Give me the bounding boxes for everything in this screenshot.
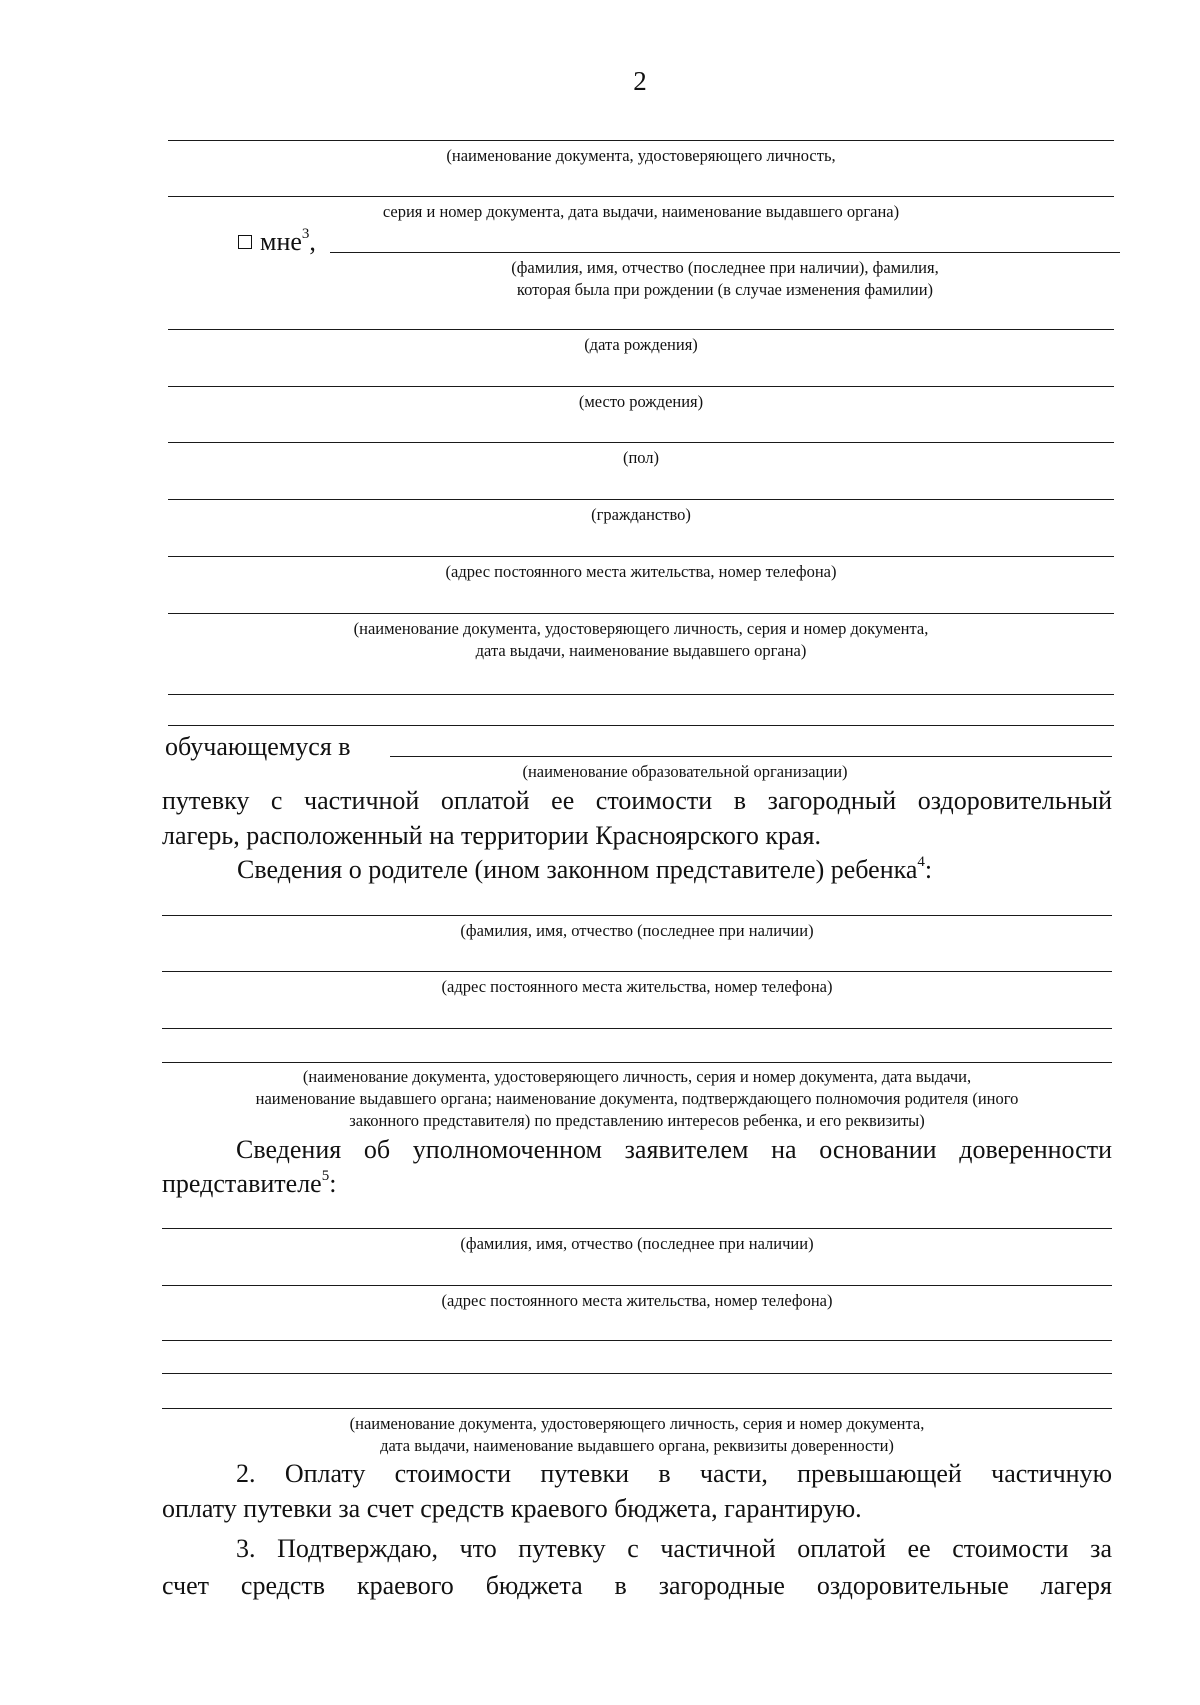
blank-line[interactable] — [168, 140, 1114, 141]
voucher-text-1 — [162, 785, 1112, 817]
caption-doc-1: (наименование документа, удостоверяющего личность, — [446, 146, 836, 165]
parent-heading-text: Сведения о родителе (ином законном представителе) ребенка — [237, 855, 918, 884]
fio-field-line[interactable] — [330, 252, 1120, 253]
blank-line[interactable] — [168, 694, 1114, 695]
doc-line[interactable] — [168, 613, 1114, 614]
blank-line[interactable] — [162, 1340, 1112, 1341]
representative-fio-line[interactable] — [162, 1228, 1112, 1229]
voucher-text-2: лагерь, расположенный на территории Красноярского края. — [162, 821, 822, 850]
caption-fio-2: которая была при рождении (в случае изменения фамилии) — [516, 280, 934, 299]
voucher-text-1-content: путевку с частичной оплатой ее стоимости в загородный оздоровительный — [162, 786, 1112, 815]
caption-representative-doc-2: дата выдачи, наименование выдавшего органа, реквизиты доверенности) — [380, 1436, 894, 1455]
caption-parent-doc-3: законного представителя) по представлению интересов ребенка, и его реквизиты) — [349, 1111, 925, 1130]
caption-parent-doc-2: наименование выдавшего органа; наименование документа, подтверждающего полномочия родителя (иного — [255, 1089, 1019, 1108]
birth-place-line[interactable] — [168, 386, 1114, 387]
caption-birth-date: (дата рождения) — [584, 335, 698, 354]
sex-line[interactable] — [168, 442, 1114, 443]
caption-address: (адрес постоянного места жительства, номер телефона) — [445, 562, 837, 581]
blank-line[interactable] — [162, 1028, 1112, 1029]
representative-heading-2 — [162, 1168, 336, 1200]
caption-representative-fio: (фамилия, имя, отчество (последнее при наличии) — [460, 1234, 814, 1253]
caption-parent-doc-1: (наименование документа, удостоверяющего личность, серия и номер документа, дата выдачи, — [302, 1067, 972, 1086]
representative-heading-1 — [236, 1134, 1112, 1166]
caption-school: (наименование образовательной организации) — [522, 762, 848, 781]
caption-doc-2: серия и номер документа, дата выдачи, наименование выдавшего органа) — [382, 202, 900, 221]
caption-parent-fio: (фамилия, имя, отчество (последнее при наличии) — [460, 921, 814, 940]
parent-heading — [237, 854, 932, 886]
representative-heading-2-text: представителе — [162, 1169, 322, 1198]
footnote-ref: 3 — [301, 226, 310, 242]
representative-doc-line[interactable] — [162, 1408, 1112, 1409]
checkbox-icon[interactable] — [238, 235, 252, 249]
parent-doc-line[interactable] — [162, 1062, 1112, 1063]
item3-line2 — [162, 1570, 1112, 1602]
address-line[interactable] — [168, 556, 1114, 557]
item2-line1 — [236, 1458, 1112, 1490]
blank-line[interactable] — [162, 1373, 1112, 1374]
representative-address-line[interactable] — [162, 1285, 1112, 1286]
caption-representative-doc-1: (наименование документа, удостоверяющего личность, серия и номер документа, — [349, 1414, 925, 1433]
school-field-line[interactable] — [390, 756, 1112, 757]
caption-birth-place: (место рождения) — [578, 392, 704, 411]
me-option[interactable] — [238, 226, 316, 258]
page-number: 2 — [633, 66, 647, 96]
representative-heading-end: : — [329, 1169, 337, 1198]
parent-fio-line[interactable] — [162, 915, 1112, 916]
item2-line1-content: 2. Оплату стоимости путевки в части, превышающей частичную — [236, 1459, 1112, 1488]
caption-doc-2: дата выдачи, наименование выдавшего органа) — [475, 641, 807, 660]
me-label: мне — [260, 227, 302, 256]
item3-line1 — [236, 1533, 1112, 1565]
caption-sex: (пол) — [622, 448, 660, 467]
item3-line2-content: счет средств краевого бюджета в загородные оздоровительные лагеря — [162, 1571, 1112, 1600]
parent-address-line[interactable] — [162, 971, 1112, 972]
blank-line[interactable] — [168, 725, 1114, 726]
footnote-ref: 5 — [321, 1168, 330, 1184]
birth-date-line[interactable] — [168, 329, 1114, 330]
caption-representative-address: (адрес постоянного места жительства, номер телефона) — [441, 1291, 833, 1310]
caption-doc-1: (наименование документа, удостоверяющего личность, серия и номер документа, — [353, 619, 929, 638]
representative-heading-1-content: Сведения об уполномоченном заявителем на основании доверенности — [236, 1135, 1112, 1164]
me-comma: , — [309, 227, 316, 256]
caption-parent-address: (адрес постоянного места жительства, номер телефона) — [441, 977, 833, 996]
caption-fio-1: (фамилия, имя, отчество (последнее при наличии), фамилия, — [511, 258, 939, 277]
parent-heading-end: : — [924, 855, 933, 884]
citizenship-line[interactable] — [168, 499, 1114, 500]
school-label: обучающемуся в — [165, 732, 351, 761]
caption-citizenship: (гражданство) — [591, 505, 691, 524]
item3-line1-content: 3. Подтверждаю, что путевку с частичной оплатой ее стоимости за — [236, 1534, 1112, 1563]
blank-line[interactable] — [168, 196, 1114, 197]
item2-line2: оплату путевки за счет средств краевого бюджета, гарантирую. — [162, 1494, 862, 1523]
footnote-ref: 4 — [917, 854, 925, 870]
